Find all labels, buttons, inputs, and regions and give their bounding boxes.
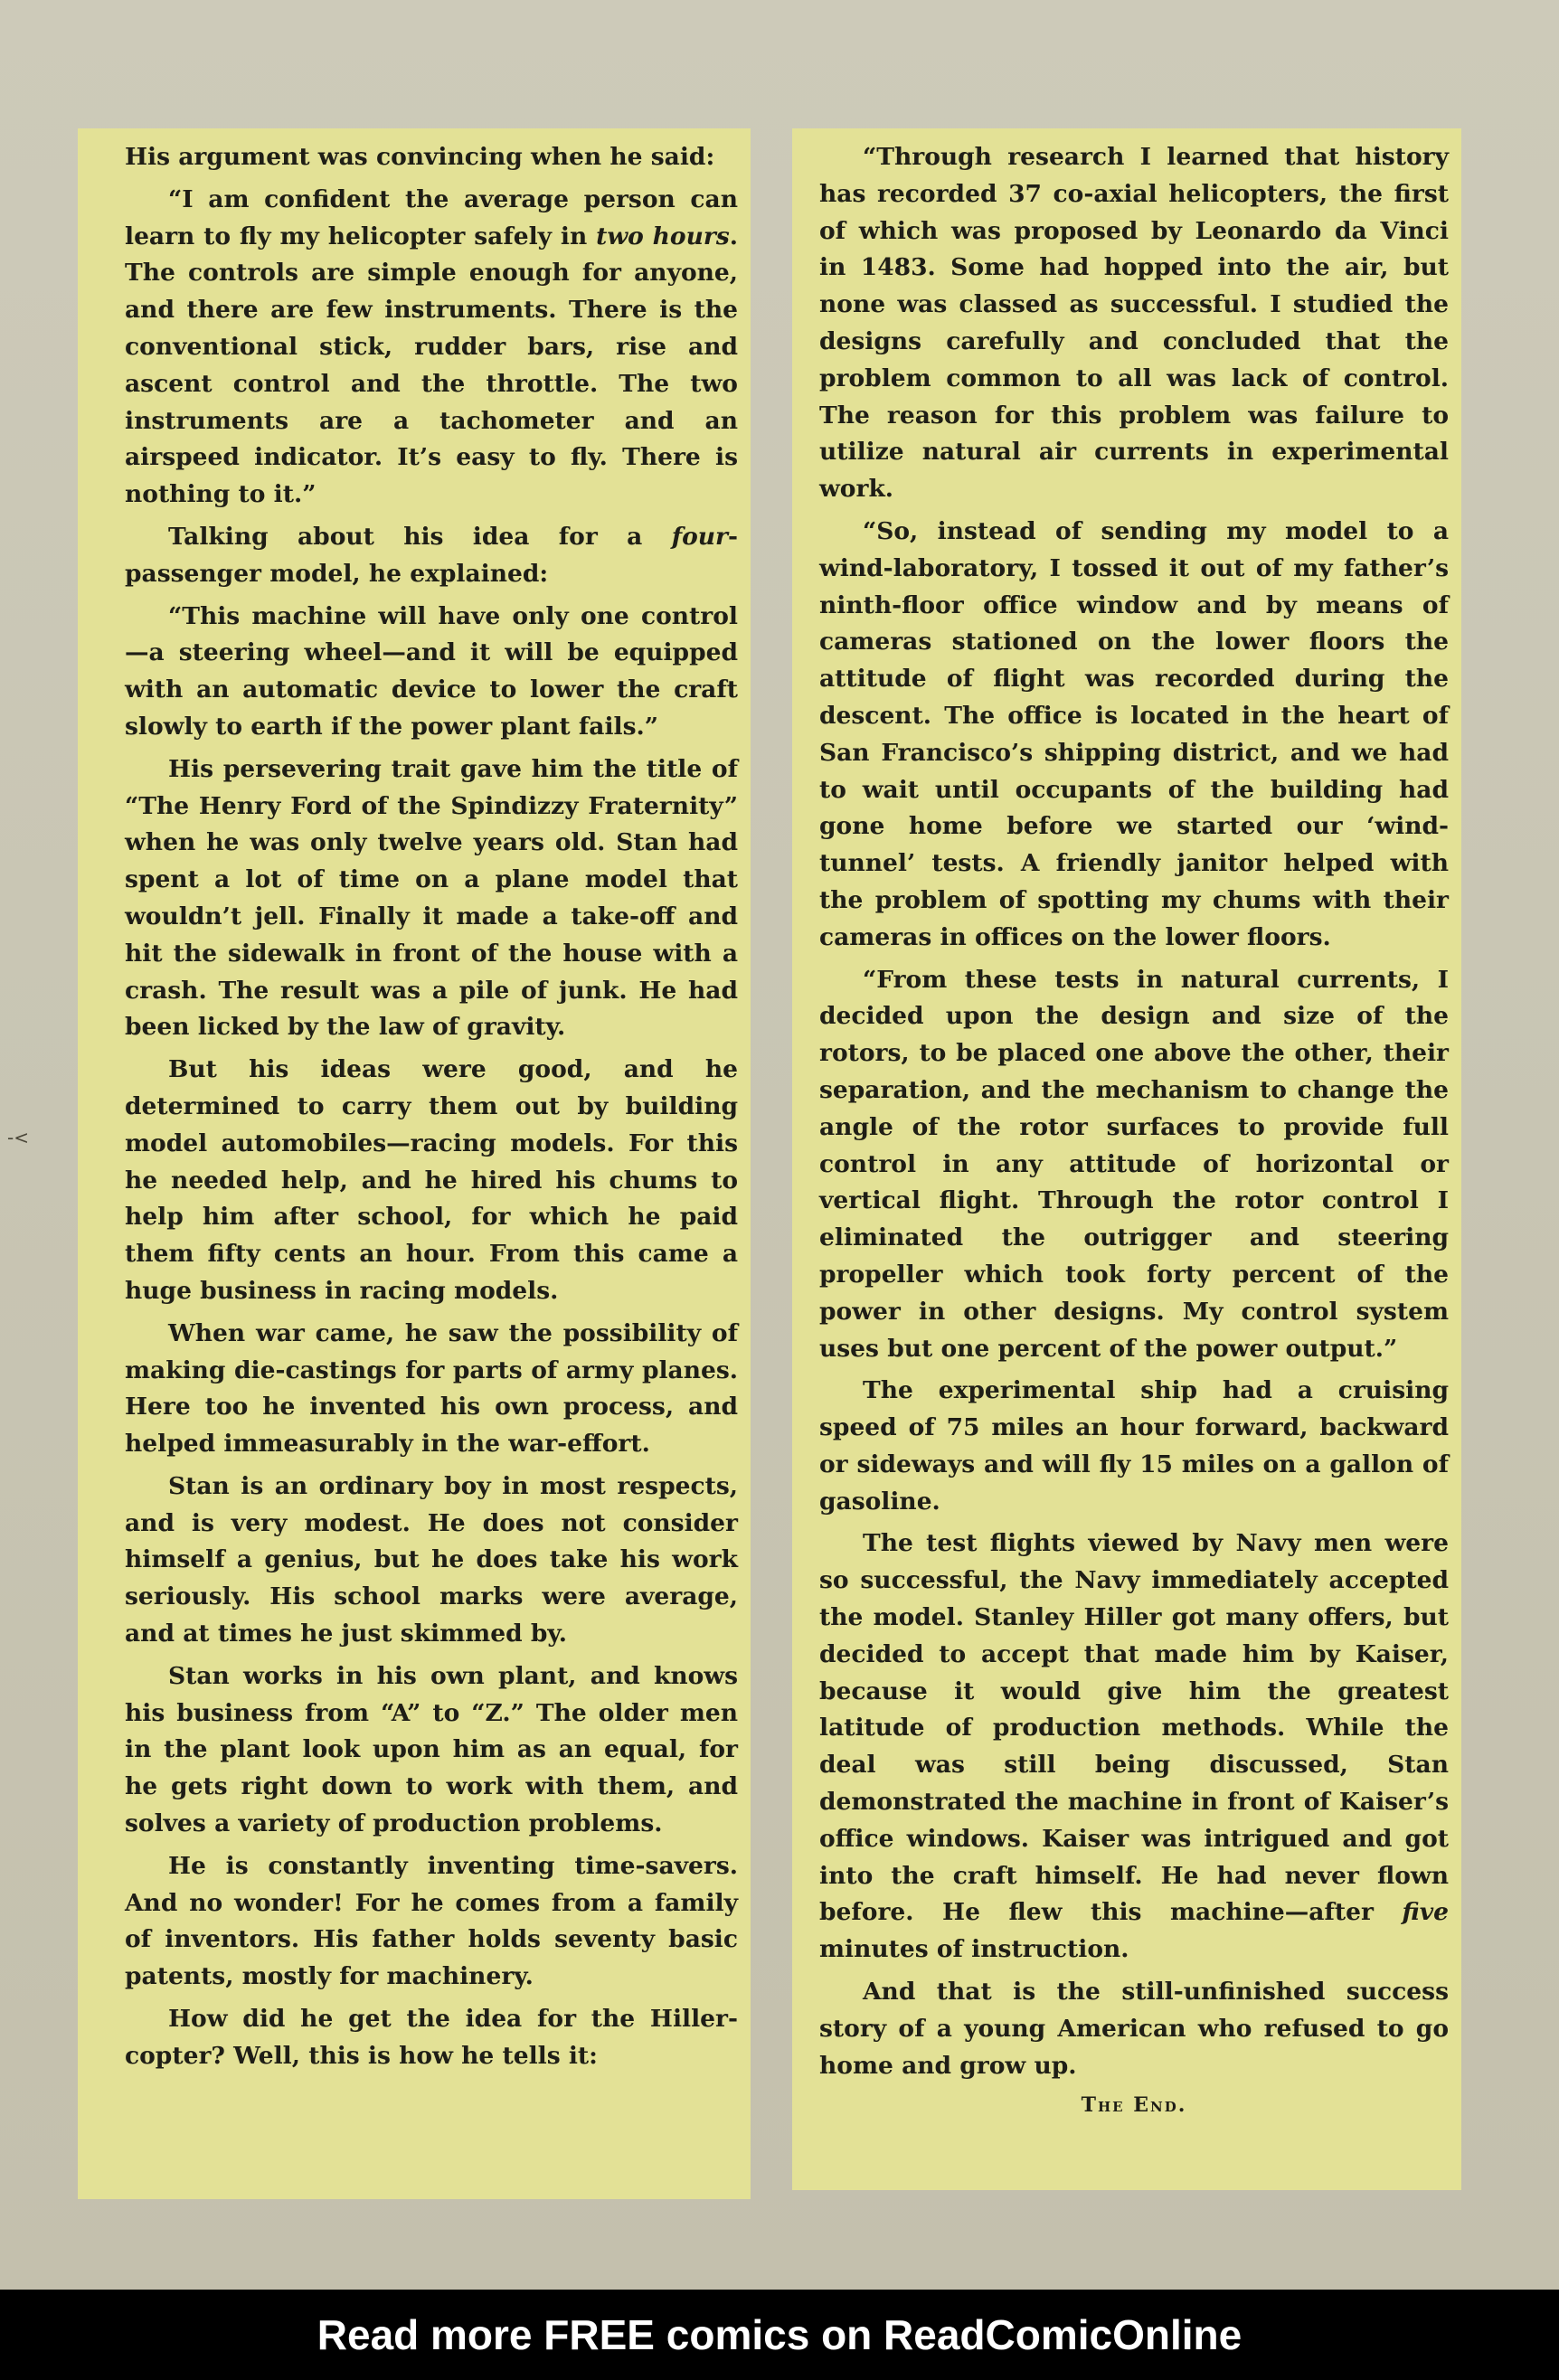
paragraph: Stan is an ordinary boy in most respects, and is very modest. He does not consider himself a genius, but he does take his work seriously. His school marks were average, and at times he just skimmed by. [125, 1471, 738, 1648]
paragraph: His persevering trait gave him the title of “The Henry Ford of the Spindizzy Fraternity” when he was only twelve years old. Stan had spent a lot of time on a plane model that wouldn’t jell. Finally it made a take-off and hit the sidewalk in front of the house with a crash. The result was a pile of junk. He had been licked by the law of gravity. [125, 754, 738, 1042]
paragraph: How did he get the idea for the Hiller-copter? Well, this is how he tells it: [125, 2005, 738, 2070]
paragraph: “This machine will have only one control —a steering wheel—and it will be equipped with an automatic device to lower the craft slowly to earth if the power plant fails.” [125, 601, 738, 741]
paragraph [125, 519, 738, 593]
paragraph [125, 182, 738, 514]
text-column-right [792, 128, 1461, 2190]
paragraph: The experimental ship had a cruising speed of 75 miles an hour forward, backward or sideways and will fly 15 miles on a gallon of gasoline. [819, 1376, 1449, 1516]
paragraph: “Through research I learned that history has recorded 37 co-axial helicopters, the first of which was proposed by Leonardo da Vinci in 1483. Some had hopped into the air, but none was classed as successful. I studied the designs carefully and concluded that the problem common to all was lack of control. The reason for this problem was failure to utilize natural air currents in experimental work. [819, 143, 1449, 504]
text-span: Talking about his idea for a [168, 522, 672, 551]
emphasis-text: two hours [596, 222, 730, 250]
paragraph: “From these tests in natural currents, I decided upon the design and size of the rotors, to be placed one above the other, their separation, and the mechanism to change the angle of the rotor surfaces to provide full control in any attitude of horizontal or vertical flight. Through the rotor control I eliminated the outrigger and steering propeller which took forty percent of the power in other designs. My control system uses but one percent of the power output.” [819, 965, 1449, 1363]
emphasis-text: four [671, 522, 728, 551]
emphasis-text: five [1402, 1898, 1449, 1927]
paragraph: “So, instead of sending my model to a wind-laboratory, I tossed it out of my father’s ninth-floor office window and by means of cameras stationed on the lower floors the attitude of flight was recorded during the descent. The office is located in the heart of San Francisco’s shipping district, and we had to wait until occupants of the building had gone home before we started our ‘wind-tunnel’ tests. A friendly janitor helped with the problem of spotting my chums with their cameras in offices on the lower floors. [819, 516, 1449, 951]
text-span: minutes of instruction. [819, 1935, 1129, 1964]
paragraph: His argument was convincing when he said: [125, 143, 715, 171]
text-column-left [78, 128, 751, 2199]
the-end-label: The End. [1081, 2093, 1187, 2118]
footer-banner[interactable] [0, 2290, 1559, 2380]
margin-mark: -< [7, 1127, 29, 1148]
paragraph: Stan works in his own plant, and knows his business from “A” to “Z.” The older men in the plant look upon him as an equal, for he gets right down to work with them, and solves a variety of production problems. [125, 1661, 738, 1838]
text-span: “I am confident the average person can learn to fly my helicopter safely in [125, 184, 738, 250]
footer-text[interactable]: Read more FREE comics on ReadComicOnline [317, 2311, 1242, 2358]
paragraph: When war came, he saw the possibility of making die-castings for parts of army planes. Here too he invented his own process, and helped immeasurably in the war-effort. [125, 1318, 738, 1459]
paragraph: And that is the still-unfinished success story of a young American who refused to go home and grow up. [819, 1978, 1449, 2080]
text-span: . The controls are simple enough for anyone, and there are few instruments. There is the conventional stick, rudder bars, rise and ascent control and the throttle. The two instruments are a tachometer and an airspeed indicator. It’s easy to fly. There is nothing to it.” [125, 222, 738, 509]
text-span: The test flights viewed by Navy men were so successful, the Navy immediately accepted the model. Stanley Hiller got many offers, but decided to accept that made him by Kaiser, because it would give him the greatest latitude of production methods. While the deal was still being discussed, Stan demonstrated the machine in front of Kaiser’s office windows. Kaiser was intrigued and got into the craft himself. He had never flown before. He flew this machine—after [819, 1529, 1449, 1927]
paragraph: He is constantly inventing time-savers. And no wonder! For he comes from a family of inventors. His father holds seventy basic patents, mostly for machinery. [125, 1851, 738, 1991]
text-span: -passenger model, he explained: [125, 522, 738, 588]
paragraph: But his ideas were good, and he determined to carry them out by building model automobiles—racing models. For this he needed help, and he hired his chums to help him after school, for which he paid them fifty cents an hour. From this came a huge business in racing models. [125, 1055, 738, 1305]
paragraph [819, 1525, 1449, 1969]
